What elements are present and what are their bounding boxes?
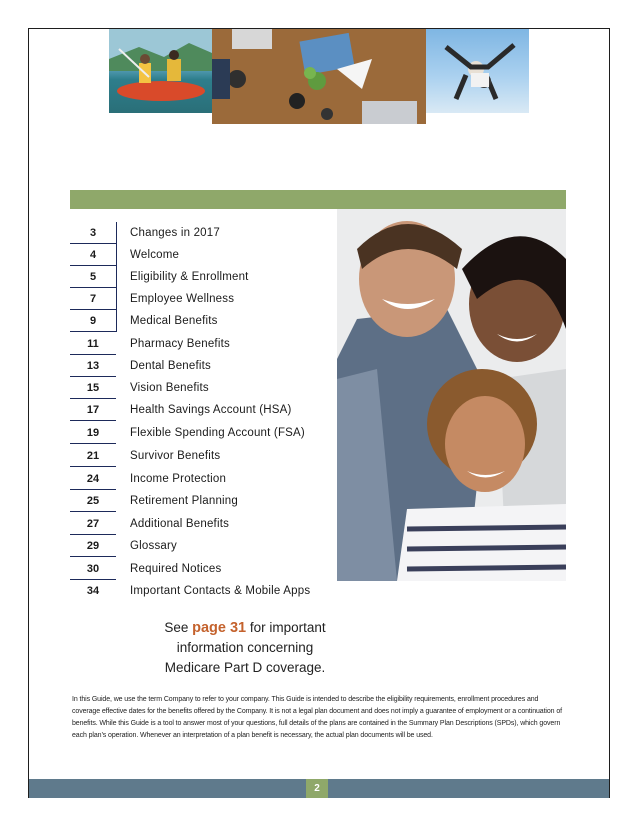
kayaking-photo xyxy=(109,29,212,113)
toc-row[interactable] xyxy=(70,310,370,332)
toc-underline xyxy=(70,556,116,557)
toc-page-number: 27 xyxy=(86,518,100,530)
office-desk-photo xyxy=(212,29,426,124)
toc-divider xyxy=(116,244,117,266)
toc-page-number: 29 xyxy=(86,540,100,552)
family-photo xyxy=(337,209,566,581)
toc-page-number: 4 xyxy=(89,249,97,261)
toc-page-number: 30 xyxy=(86,563,100,575)
toc-title: Retirement Planning xyxy=(130,495,238,507)
skydiving-photo xyxy=(426,29,529,113)
medicare-line1-text: for important xyxy=(249,620,326,635)
toc-page-number: 11 xyxy=(87,338,99,350)
toc-page-number: 17 xyxy=(86,404,100,416)
toc-page-number: 21 xyxy=(86,450,100,462)
toc-page-number: 24 xyxy=(86,473,100,485)
page-number-badge: 2 xyxy=(306,779,328,798)
toc-divider xyxy=(116,266,117,288)
toc-page-number: 5 xyxy=(89,271,97,283)
toc-page-number: 9 xyxy=(89,315,97,327)
toc-title: Eligibility & Enrollment xyxy=(130,271,249,283)
disclaimer-text: In this Guide, we use the term Company to refer to your company. This Guide is intended to describe the eligibility requirements, enrollment procedures and coverage effective dates for the benefits offered by the Company. It is not a legal plan document and does not imply a guarantee of employment or a continuation of benefits. While this Guide is a tool to answer most of your questions, full details of the plans are contained in the Summary Plan Descriptions (SPDs), which govern each plan’s operation. Whenever an interpretation of a plan benefit is necessary, the actual plan documents will be used. xyxy=(72,696,562,739)
toc-page-number: 7 xyxy=(89,293,97,305)
toc-title: Glossary xyxy=(130,540,177,552)
toc-title: Important Contacts & Mobile Apps xyxy=(130,585,311,597)
toc-title: Welcome xyxy=(130,249,180,261)
toc-title: Changes in 2017 xyxy=(130,227,220,239)
toc-title: Income Protection xyxy=(130,473,227,485)
toc-row[interactable] xyxy=(70,288,370,310)
toc-row[interactable] xyxy=(70,445,370,467)
medicare-line3-text: Medicare Part D coverage. xyxy=(164,660,326,675)
medicare-note xyxy=(150,618,340,678)
toc-row[interactable] xyxy=(70,535,370,557)
toc-title: Required Notices xyxy=(130,563,222,575)
medicare-page-link[interactable]: page 31 xyxy=(192,620,247,636)
toc-row[interactable] xyxy=(70,266,370,288)
toc-title: Survivor Benefits xyxy=(130,450,221,462)
toc-page-number: 19 xyxy=(86,427,100,439)
section-header-bar xyxy=(70,190,566,209)
toc-underline xyxy=(70,331,116,332)
toc-page-number: 25 xyxy=(86,495,100,507)
toc-row[interactable] xyxy=(70,513,370,535)
toc-underline xyxy=(70,443,116,444)
toc-row[interactable] xyxy=(70,333,370,355)
toc-title: Medical Benefits xyxy=(130,315,218,327)
toc-row[interactable] xyxy=(70,468,370,490)
toc-title: Additional Benefits xyxy=(130,518,230,530)
toc-underline xyxy=(70,466,116,467)
toc-title: Vision Benefits xyxy=(130,382,209,394)
medicare-line2-text: information concerning xyxy=(176,640,314,655)
toc-page-number: 34 xyxy=(86,585,100,597)
toc-page-number: 15 xyxy=(86,382,100,394)
toc-row[interactable] xyxy=(70,355,370,377)
toc-row[interactable] xyxy=(70,580,370,602)
toc-title: Employee Wellness xyxy=(130,293,235,305)
toc-row[interactable] xyxy=(70,558,370,580)
toc-divider xyxy=(116,310,117,332)
toc-page-number: 3 xyxy=(89,227,97,239)
toc-title: Pharmacy Benefits xyxy=(130,338,230,350)
toc-divider xyxy=(116,288,117,310)
toc-row[interactable] xyxy=(70,490,370,512)
toc-row[interactable] xyxy=(70,222,370,244)
toc-row[interactable] xyxy=(70,244,370,266)
toc-divider xyxy=(116,222,117,244)
toc-title: Flexible Spending Account (FSA) xyxy=(130,427,305,439)
toc-underline xyxy=(70,511,116,512)
toc-underline xyxy=(70,420,116,421)
medicare-see-text: See xyxy=(164,620,189,635)
toc-row[interactable] xyxy=(70,422,370,444)
toc-row[interactable] xyxy=(70,399,370,421)
toc-title: Health Savings Account (HSA) xyxy=(130,404,292,416)
toc-title: Dental Benefits xyxy=(130,360,211,372)
toc-page-number: 13 xyxy=(86,360,100,372)
toc-row[interactable] xyxy=(70,377,370,399)
